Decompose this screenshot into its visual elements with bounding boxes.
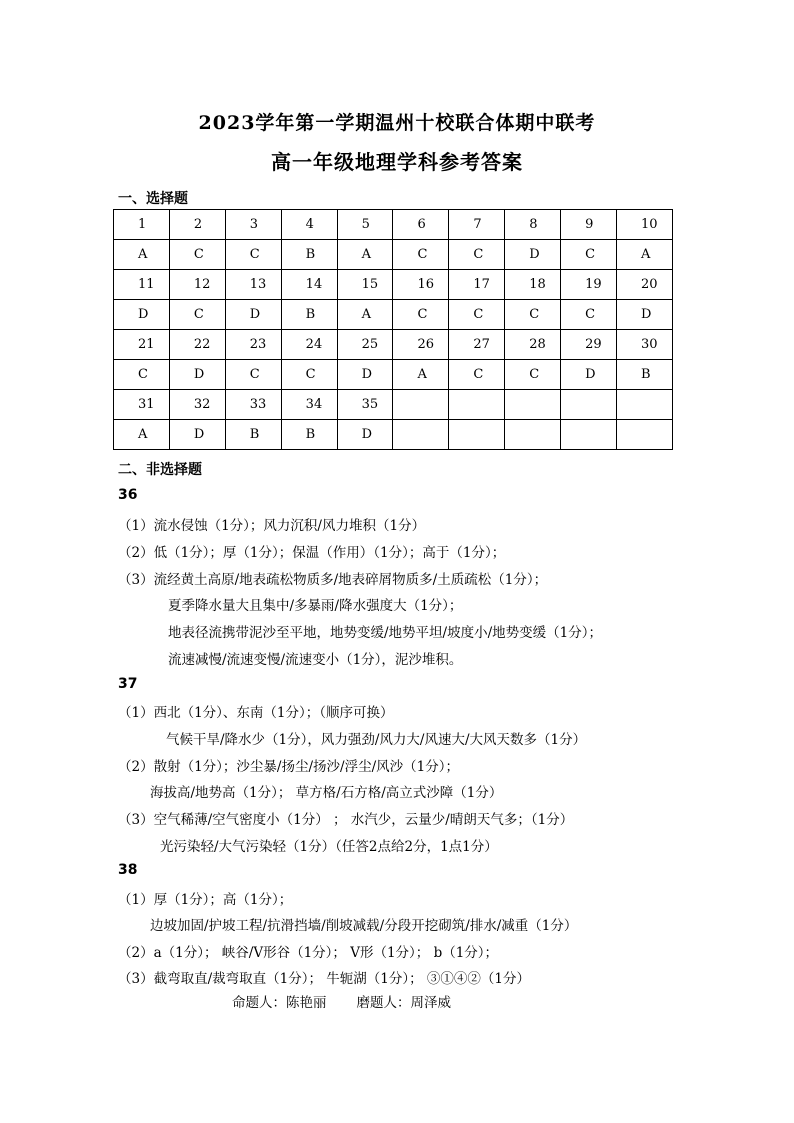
table-cell: C — [561, 300, 617, 330]
table-cell — [449, 390, 505, 420]
table-cell: 14 — [281, 270, 337, 300]
table-cell: D — [114, 300, 170, 330]
table-cell: C — [225, 360, 281, 390]
table-cell: 26 — [393, 330, 449, 360]
table-cell: A — [393, 360, 449, 390]
table-cell: B — [281, 240, 337, 270]
table-cell: A — [337, 300, 393, 330]
table-cell: 9 — [561, 210, 617, 240]
table-cell: 12 — [169, 270, 225, 300]
answer-line: 边坡加固/护坡工程/抗滑挡墙/削坡减载/分段开挖砌筑/排水/减重（1分） — [150, 918, 578, 934]
question-number: 36 — [118, 487, 138, 503]
table-cell: 18 — [505, 270, 561, 300]
table-cell: A — [337, 240, 393, 270]
table-cell: 4 — [281, 210, 337, 240]
answer-line: （1）流水侵蚀（1分）；风力沉积/风力堆积（1分） — [118, 518, 426, 534]
table-cell: D — [169, 360, 225, 390]
answer-line: 海拔高/地势高（1分）； 草方格/石方格/高立式沙障（1分） — [150, 785, 503, 801]
question-number: 37 — [118, 676, 138, 692]
table-cell: C — [281, 360, 337, 390]
answer-line: （2）散射（1分）；沙尘暴/扬尘/扬沙/浮尘/风沙（1分）； — [118, 759, 459, 775]
table-row — [114, 360, 673, 390]
table-cell: C — [449, 240, 505, 270]
table-cell: 17 — [449, 270, 505, 300]
table-cell — [393, 420, 449, 450]
table-cell: 33 — [225, 390, 281, 420]
table-cell — [505, 420, 561, 450]
answer-line: （1）西北（1分）、东南（1分）；（顺序可换） — [118, 705, 394, 721]
answer-line: （1）厚（1分）；高（1分）； — [118, 892, 293, 908]
table-cell — [617, 420, 673, 450]
table-cell: B — [225, 420, 281, 450]
table-cell: 31 — [114, 390, 170, 420]
section-heading-choice: 一、选择题 — [118, 191, 188, 207]
question-number: 38 — [118, 862, 138, 878]
document-subtitle: 高一年级地理学科参考答案 — [271, 150, 523, 174]
table-cell: 20 — [617, 270, 673, 300]
answer-line: 夏季降水量大且集中/多暴雨/降水强度大（1分）； — [168, 598, 463, 614]
table-cell: C — [449, 360, 505, 390]
table-cell: 32 — [169, 390, 225, 420]
answer-line: （3）空气稀薄/空气密度小（1分） ； 水汽少，云量少/晴朗天气多；（1分） — [118, 812, 574, 828]
table-cell: 21 — [114, 330, 170, 360]
author-label: 命题人：陈艳丽 — [232, 995, 327, 1011]
table-cell: B — [617, 360, 673, 390]
answer-line: （3）截弯取直/裁弯取直（1分）； 牛轭湖（1分）； ③①④②（1分） — [118, 971, 530, 987]
answer-line: 流速减慢/流速变慢/流速变小（1分），泥沙堆积。 — [168, 652, 463, 668]
answer-line: 气候干旱/降水少（1分），风力强劲/风力大/风速大/大风天数多（1分） — [166, 732, 587, 748]
table-row — [114, 300, 673, 330]
table-cell: D — [337, 420, 393, 450]
table-cell: A — [617, 240, 673, 270]
table-cell: 28 — [505, 330, 561, 360]
answer-line: （3）流经黄土高原/地表疏松物质多/地表碎屑物质多/土质疏松（1分）； — [118, 572, 548, 588]
table-cell: 2 — [169, 210, 225, 240]
table-cell: 23 — [225, 330, 281, 360]
table-cell: D — [225, 300, 281, 330]
table-cell: D — [617, 300, 673, 330]
table-cell: 11 — [114, 270, 170, 300]
table-cell: C — [505, 360, 561, 390]
table-cell: 5 — [337, 210, 393, 240]
table-cell: 1 — [114, 210, 170, 240]
table-cell: B — [281, 420, 337, 450]
table-cell: D — [505, 240, 561, 270]
reviewer-label: 磨题人：周泽威 — [356, 995, 451, 1011]
table-cell: C — [505, 300, 561, 330]
table-cell — [561, 420, 617, 450]
answer-table — [113, 209, 673, 450]
table-cell: A — [114, 240, 170, 270]
table-row — [114, 390, 673, 420]
table-cell — [449, 420, 505, 450]
table-cell — [505, 390, 561, 420]
table-cell: D — [337, 360, 393, 390]
section-heading-nonchoice: 二、非选择题 — [118, 462, 202, 478]
table-cell: C — [449, 300, 505, 330]
table-cell: C — [169, 300, 225, 330]
table-cell: C — [225, 240, 281, 270]
table-cell: 24 — [281, 330, 337, 360]
table-row — [114, 420, 673, 450]
table-cell: C — [561, 240, 617, 270]
table-row — [114, 240, 673, 270]
table-cell — [393, 390, 449, 420]
table-cell: C — [114, 360, 170, 390]
table-cell: A — [114, 420, 170, 450]
table-cell: 35 — [337, 390, 393, 420]
table-cell: C — [169, 240, 225, 270]
answer-line: 光污染轻/大气污染轻（1分）（任答2点给2分，1点1分） — [160, 839, 498, 855]
table-cell: 34 — [281, 390, 337, 420]
table-cell: C — [393, 240, 449, 270]
table-cell — [617, 390, 673, 420]
table-cell: 3 — [225, 210, 281, 240]
table-cell: 29 — [561, 330, 617, 360]
table-cell: 7 — [449, 210, 505, 240]
signoff — [232, 991, 451, 1011]
table-cell — [561, 390, 617, 420]
table-cell: 15 — [337, 270, 393, 300]
table-row — [114, 270, 673, 300]
table-cell: D — [561, 360, 617, 390]
table-cell: B — [281, 300, 337, 330]
table-cell: 10 — [617, 210, 673, 240]
table-cell: 25 — [337, 330, 393, 360]
answer-line: （2）低（1分）；厚（1分）；保温（作用）（1分）；高于（1分）； — [118, 545, 506, 561]
table-cell: 13 — [225, 270, 281, 300]
answer-line: 地表径流携带泥沙至平地，地势变缓/地势平坦/坡度小/地势变缓（1分）； — [168, 625, 602, 641]
table-cell: 8 — [505, 210, 561, 240]
table-cell: C — [393, 300, 449, 330]
table-row — [114, 210, 673, 240]
table-cell: D — [169, 420, 225, 450]
table-row — [114, 330, 673, 360]
table-cell: 27 — [449, 330, 505, 360]
table-cell: 19 — [561, 270, 617, 300]
table-cell: 16 — [393, 270, 449, 300]
document-title: 2023学年第一学期温州十校联合体期中联考 — [198, 112, 596, 134]
table-cell: 22 — [169, 330, 225, 360]
answer-line: （2）a（1分）； 峡谷/V形谷（1分）； V形（1分）； b（1分）； — [118, 945, 499, 961]
table-cell: 30 — [617, 330, 673, 360]
table-cell: 6 — [393, 210, 449, 240]
